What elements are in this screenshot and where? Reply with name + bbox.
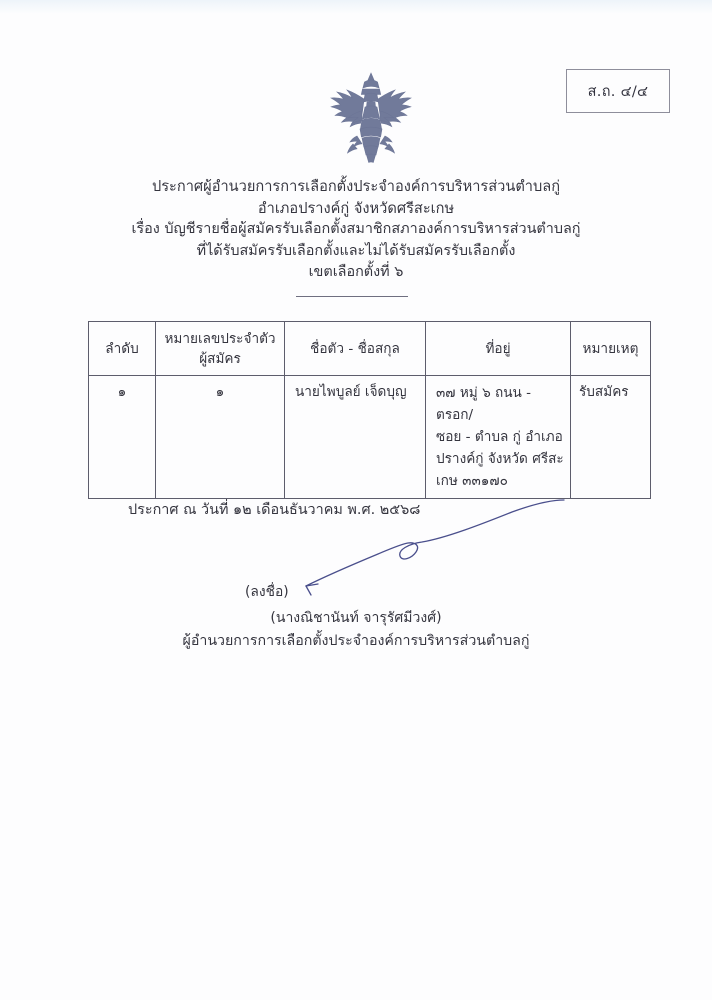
- address-line: ๓๗ หมู่ ๖ ถนน - ตรอก/: [436, 385, 532, 423]
- document-title-block: [0, 176, 712, 284]
- address-line: ซอย - ตำบล กู่ อำเภอ: [436, 429, 563, 445]
- column-header-order: ลำดับ: [89, 322, 156, 376]
- table-row: [89, 376, 651, 499]
- title-line-4: ที่ได้รับสมัครรับเลือกตั้งและไม่ได้รับสมัครรับเลือกตั้ง: [196, 242, 516, 259]
- title-line-3: เรื่อง บัญชีรายชื่อผู้สมัครรับเลือกตั้งสมาชิกสภาองค์การบริหารส่วนตำบลกู่: [131, 221, 581, 237]
- address-line: เกษ ๓๓๑๗๐: [436, 473, 508, 489]
- title-line-5-district: เขตเลือกตั้งที่ ๖: [308, 264, 404, 280]
- form-code-box: [566, 69, 670, 113]
- scan-tint: [0, 0, 712, 14]
- column-header-address: ที่อยู่: [426, 322, 571, 376]
- candidates-table: [88, 321, 651, 499]
- cell-address: [426, 376, 571, 499]
- announcement-date: ประกาศ ณ วันที่ ๑๒ เดือนธันวาคม พ.ศ. ๒๕๖๘: [128, 502, 421, 518]
- title-divider-rule: [296, 296, 408, 297]
- table-header: [89, 322, 651, 376]
- cell-name: นายไพบูลย์ เจ็ดบุญ: [285, 376, 426, 499]
- cell-candidate-number: ๑: [156, 376, 285, 499]
- form-code-label: ส.ถ. ๔/๔: [587, 83, 649, 100]
- signer-role: ผู้อำนวยการการเลือกตั้งประจำองค์การบริหารส่วนตำบลกู่: [182, 633, 530, 649]
- cell-note: รับสมัคร: [571, 376, 651, 499]
- address-line: ปรางค์กู่ จังหวัด ศรีสะ: [436, 451, 564, 467]
- title-line-1: ประกาศผู้อำนวยการการเลือกตั้งประจำองค์การบริหารส่วนตำบลกู่: [151, 178, 561, 195]
- title-line-2: อำเภอปรางค์กู่ จังหวัดศรีสะเกษ: [257, 199, 455, 217]
- signer-name: (นางณิชานันท์ จารุรัศมีวงศ์): [270, 610, 442, 626]
- column-header-name: ชื่อตัว - ชื่อสกุล: [285, 322, 426, 376]
- table-body: [89, 376, 651, 499]
- cell-order: ๑: [89, 376, 156, 499]
- column-header-note: หมายเหตุ: [571, 322, 651, 376]
- signed-label: (ลงชื่อ): [245, 584, 289, 600]
- garuda-emblem: [323, 66, 419, 170]
- column-header-candidate-number: [156, 322, 285, 376]
- column-header-candidate-number-line1: หมายเลขประจำตัว: [164, 330, 276, 347]
- column-header-candidate-number-line2: ผู้สมัคร: [199, 350, 241, 367]
- table-header-row: [89, 322, 651, 376]
